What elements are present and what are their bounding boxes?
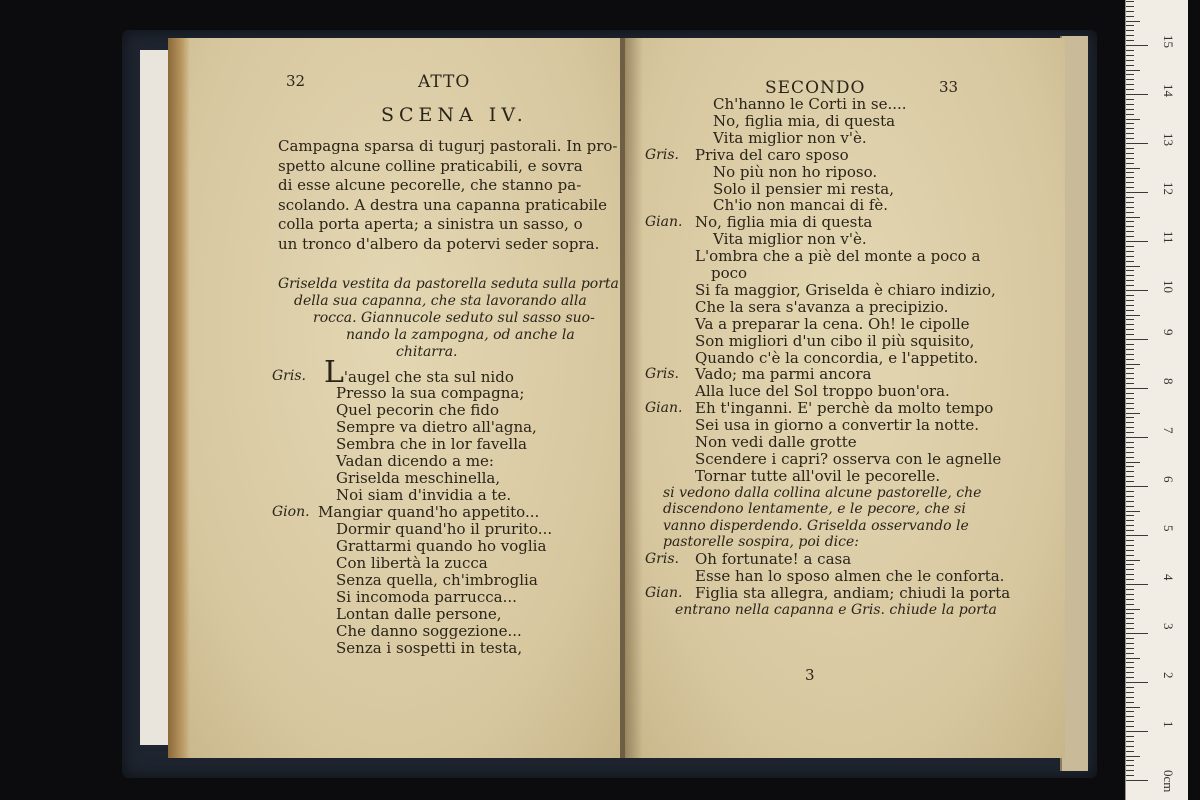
verse-line: Quando c'è la concordia, e l'appetito.: [695, 348, 979, 367]
verse-line: poco: [711, 264, 748, 282]
ruler-tick: [1126, 422, 1134, 423]
verse-line: Si fa maggior, Griselda è chiaro indizio,: [695, 280, 996, 299]
ruler-tick: [1126, 525, 1134, 526]
verse-line: Griselda meschinella,: [336, 469, 501, 487]
ruler-tick: [1126, 168, 1140, 169]
left-page-number: 32: [286, 72, 306, 90]
ruler-tick: [1126, 310, 1134, 311]
ruler-tick: [1126, 707, 1140, 708]
ruler-tick: [1126, 540, 1134, 541]
ruler-tick: [1126, 158, 1134, 159]
left-page: [168, 38, 623, 758]
ruler-tick: [1126, 280, 1134, 281]
ruler-number: 9: [1161, 329, 1176, 336]
ruler-tick: [1126, 261, 1134, 262]
ruler-tick: [1126, 780, 1148, 781]
ruler-tick: [1126, 182, 1134, 183]
ruler-tick: [1126, 403, 1134, 404]
verse-line: Tornar tutte all'ovil le pecorelle.: [695, 466, 941, 485]
ruler-tick: [1126, 383, 1134, 384]
ruler-tick: [1126, 697, 1134, 698]
ruler-tick: [1126, 60, 1134, 61]
description-line: un tronco d'albero da potervi seder sopra.: [278, 234, 600, 253]
ruler-tick: [1126, 751, 1134, 752]
ruler-tick: [1126, 212, 1134, 213]
ruler-tick: [1126, 486, 1148, 487]
verse-line: Ch'io non mancai di fè.: [713, 196, 889, 215]
ruler-tick: [1126, 643, 1134, 644]
stage-direction-line: chitarra.: [396, 344, 458, 360]
ruler-tick: [1126, 319, 1134, 320]
ruler-tick: [1126, 266, 1140, 267]
ruler-tick: [1126, 35, 1134, 36]
verse-line: No, figlia mia, di questa: [713, 111, 896, 130]
verse-line: Figlia sta allegra, andiam; chiudi la porta: [695, 583, 1011, 602]
ruler-tick: [1126, 104, 1134, 105]
ruler-number: 15: [1161, 35, 1176, 48]
stage-direction-line: si vedono dalla collina alcune pastorelle, che: [663, 484, 982, 501]
ruler-tick: [1126, 128, 1134, 129]
stage-direction-line: nando la zampogna, od anche la: [346, 327, 575, 343]
measuring-ruler: [1125, 0, 1188, 800]
speaker-label: Gris.: [645, 550, 679, 567]
ruler-tick: [1126, 628, 1134, 629]
final-stage-direction: entrano nella capanna e Gris. chiude la porta: [675, 601, 997, 618]
speaker-label: Gian.: [645, 214, 683, 231]
ruler-tick: [1126, 560, 1140, 561]
ruler-tick: [1126, 569, 1134, 570]
ruler-tick: [1126, 123, 1134, 124]
ruler-tick: [1126, 192, 1148, 193]
ruler-tick: [1126, 579, 1134, 580]
ruler-tick: [1126, 648, 1134, 649]
ruler-tick: [1126, 40, 1134, 41]
right-page: [622, 38, 1065, 758]
ruler-tick: [1126, 295, 1134, 296]
ruler-tick: [1126, 334, 1134, 335]
ruler-tick: [1126, 364, 1140, 365]
ruler-tick: [1126, 711, 1134, 712]
ruler-tick: [1126, 726, 1134, 727]
ruler-tick: [1126, 692, 1134, 693]
ruler-tick: [1126, 109, 1134, 110]
verse-line: Si incomoda parrucca...: [336, 588, 517, 606]
ruler-tick: [1126, 349, 1134, 350]
right-running-head: SECONDO: [765, 78, 866, 98]
ruler-tick: [1126, 226, 1134, 227]
ruler-tick: [1126, 143, 1148, 144]
ruler-tick: [1126, 432, 1134, 433]
ruler-tick: [1126, 16, 1134, 17]
stage-direction-line: Griselda vestita da pastorella seduta sulla porta: [278, 276, 619, 292]
verse-line: Sempre va dietro all'agna,: [336, 418, 537, 436]
ruler-tick: [1126, 408, 1134, 409]
ruler-tick: [1126, 589, 1134, 590]
ruler-tick: [1126, 114, 1134, 115]
ruler-tick: [1126, 662, 1134, 663]
ruler-tick: [1126, 476, 1134, 477]
ruler-tick: [1126, 574, 1134, 575]
verse-line: Va a preparar la cena. Oh! le cipolle: [695, 314, 970, 333]
ruler-tick: [1126, 682, 1148, 683]
ruler-tick: [1126, 89, 1134, 90]
verse-line: Oh fortunate! a casa: [695, 549, 852, 568]
ruler-tick: [1126, 50, 1134, 51]
verse-line: Presso la sua compagna;: [336, 384, 525, 402]
ruler-tick: [1126, 731, 1148, 732]
ruler-tick: [1126, 373, 1134, 374]
ruler-tick: [1126, 609, 1140, 610]
ruler-tick: [1126, 359, 1134, 360]
ruler-tick: [1126, 564, 1134, 565]
ruler-tick: [1126, 413, 1140, 414]
ruler-tick: [1126, 94, 1148, 95]
ruler-tick: [1126, 21, 1140, 22]
ruler-tick: [1126, 520, 1134, 521]
ruler-tick: [1126, 550, 1134, 551]
ruler-tick: [1126, 613, 1134, 614]
ruler-tick: [1126, 653, 1134, 654]
ruler-tick: [1126, 275, 1134, 276]
ruler-tick: [1126, 506, 1134, 507]
ruler-tick: [1126, 393, 1134, 394]
speaker-label: Gian.: [645, 400, 683, 417]
ruler-tick: [1126, 702, 1134, 703]
verse-line: Vita miglior non v'è.: [713, 128, 867, 147]
ruler-tick: [1126, 30, 1134, 31]
scene-heading: SCENA IV.: [381, 104, 528, 126]
stage-direction-line: rocca. Giannucole seduto sul sasso suo-: [313, 310, 595, 326]
stage-direction-line: pastorelle sospira, poi dice:: [663, 534, 859, 551]
ruler-tick: [1126, 417, 1134, 418]
verse-line: No, figlia mia di questa: [695, 213, 873, 232]
ruler-number: 10: [1161, 280, 1176, 293]
ruler-tick: [1126, 231, 1134, 232]
ruler-tick: [1126, 177, 1134, 178]
speaker-label: Gian.: [645, 584, 683, 601]
verse-line: Son migliori d'un cibo il più squisito,: [695, 331, 975, 350]
ruler-tick: [1126, 746, 1134, 747]
verse-line: Priva del caro sposo: [695, 145, 849, 164]
ruler-tick: [1126, 241, 1148, 242]
ruler-tick: [1126, 138, 1134, 139]
verse-line: Scendere i capri? osserva con le agnelle: [695, 449, 1002, 468]
ruler-tick: [1126, 197, 1134, 198]
ruler-tick: [1126, 471, 1134, 472]
ruler-tick: [1126, 324, 1134, 325]
ruler-number: 5: [1161, 525, 1176, 532]
verse-line: Vita miglior non v'è.: [713, 230, 867, 249]
ruler-tick: [1126, 687, 1134, 688]
dropcap-line: [324, 355, 514, 390]
ruler-tick: [1126, 599, 1134, 600]
ruler-tick: [1126, 633, 1148, 634]
ruler-tick: [1126, 133, 1134, 134]
verse-text: 'augel che sta sul nido: [343, 368, 514, 386]
ruler-tick: [1126, 339, 1148, 340]
verse-line: No più non ho riposo.: [713, 162, 878, 181]
description-line: colla porta aperta; a sinistra un sasso, o: [278, 215, 583, 233]
ruler-tick: [1126, 172, 1134, 173]
ruler-tick: [1126, 388, 1148, 389]
ruler-tick: [1126, 119, 1140, 120]
ruler-tick: [1126, 25, 1134, 26]
verse-line: Sembra che in lor favella: [336, 435, 527, 453]
ruler-tick: [1126, 775, 1134, 776]
ruler-tick: [1126, 496, 1134, 497]
ruler-tick: [1126, 618, 1134, 619]
ruler-tick: [1126, 290, 1148, 291]
ruler-tick: [1126, 84, 1134, 85]
ruler-tick: [1126, 765, 1134, 766]
stage-direction-line: discendono lentamente, e le pecore, che si: [663, 501, 966, 518]
ruler-tick: [1126, 270, 1134, 271]
ruler-tick: [1126, 65, 1134, 66]
description-line: spetto alcune colline praticabili, e sovra: [278, 156, 583, 175]
ruler-tick: [1126, 457, 1134, 458]
ruler-number: 13: [1161, 133, 1176, 146]
verse-line: Noi siam d'invidia a te.: [336, 486, 512, 504]
ruler-tick: [1126, 99, 1134, 100]
ruler-tick: [1126, 427, 1134, 428]
stage-direction-line: vanno disperdendo. Griselda osservando le: [663, 517, 969, 534]
ruler-number: 2: [1161, 672, 1176, 679]
ruler-tick: [1126, 604, 1134, 605]
verse-line: Senza quella, ch'imbroglia: [336, 571, 538, 589]
speaker-label: Gris.: [645, 366, 679, 383]
ruler-tick: [1126, 55, 1134, 56]
ruler-tick: [1126, 638, 1134, 639]
ruler-tick: [1126, 442, 1134, 443]
ruler-number: 8: [1161, 378, 1176, 385]
ruler-tick: [1126, 760, 1134, 761]
ruler-tick: [1126, 530, 1134, 531]
ruler-number: 14: [1161, 84, 1176, 97]
ruler-tick: [1126, 344, 1134, 345]
verse-line: Eh t'inganni. E' perchè da molto tempo: [695, 399, 994, 418]
description-line: di esse alcune pecorelle, che stanno pa-: [278, 176, 582, 194]
page-stain: [168, 38, 190, 758]
ruler-tick: [1126, 667, 1134, 668]
ruler-tick: [1126, 491, 1134, 492]
ruler-tick: [1126, 153, 1134, 154]
ruler-tick: [1126, 672, 1134, 673]
ruler-tick: [1126, 45, 1148, 46]
speaker-label: Gris.: [272, 368, 306, 384]
ruler-tick: [1126, 251, 1134, 252]
signature-mark: 3: [805, 666, 815, 684]
ruler-tick: [1126, 770, 1134, 771]
ruler-tick: [1126, 300, 1134, 301]
ruler-tick: [1126, 721, 1134, 722]
ruler-tick: [1126, 398, 1134, 399]
ruler-tick: [1126, 148, 1134, 149]
ruler-tick: [1126, 74, 1134, 75]
verse-line: Esse han lo sposo almen che le conforta.: [695, 566, 1005, 585]
ruler-number: 7: [1161, 427, 1176, 434]
verse-line: Senza i sospetti in testa,: [336, 639, 523, 657]
ruler-number: 11: [1161, 231, 1176, 244]
verse-line: Quel pecorin che fido: [336, 401, 500, 419]
verse-line: Ch'hanno le Corti in se....: [713, 95, 907, 113]
ruler-tick: [1126, 315, 1140, 316]
ruler-tick: [1126, 217, 1140, 218]
drop-capital: L: [324, 355, 344, 390]
ruler-tick: [1126, 6, 1134, 7]
ruler-tick: [1126, 515, 1134, 516]
ruler-number: 1: [1161, 721, 1176, 728]
ruler-tick: [1126, 584, 1148, 585]
ruler-number: 3: [1161, 623, 1176, 630]
verse-line: Solo il pensier mi resta,: [713, 179, 894, 198]
ruler-tick: [1126, 623, 1134, 624]
gutter-shadow: [625, 38, 643, 758]
ruler-tick: [1126, 716, 1134, 717]
ruler-tick: [1126, 202, 1134, 203]
ruler-tick: [1126, 447, 1134, 448]
ruler-tick: [1126, 545, 1134, 546]
ruler-tick: [1126, 756, 1140, 757]
ruler-tick: [1126, 741, 1134, 742]
verse-line: Dormir quand'ho il prurito...: [336, 520, 553, 538]
verse-line: Sei usa in giorno a convertir la notte.: [695, 416, 980, 435]
ruler-tick: [1126, 285, 1134, 286]
ruler-tick: [1126, 466, 1134, 467]
ruler-tick: [1126, 437, 1148, 438]
ruler-tick: [1126, 736, 1134, 737]
description-line: scolando. A destra una capanna praticabile: [278, 195, 608, 214]
speaker-label: Gris.: [645, 146, 679, 163]
ruler-tick: [1126, 535, 1148, 536]
speaker-label: Gion.: [272, 504, 310, 520]
verse-line: Vado; ma parmi ancora: [695, 365, 872, 384]
description-line: Campagna sparsa di tugurj pastorali. In pro-: [278, 137, 618, 155]
verse-line: Lontan dalle persone,: [336, 605, 502, 623]
ruler-tick: [1126, 70, 1140, 71]
ruler-tick: [1126, 452, 1134, 453]
ruler-tick: [1126, 256, 1134, 257]
verse-line: L'ombra che a piè del monte a poco a: [695, 247, 981, 266]
verse-line: Che la sera s'avanza a precipizio.: [695, 297, 949, 316]
ruler-tick: [1126, 378, 1134, 379]
ruler-tick: [1126, 368, 1134, 369]
ruler-tick: [1126, 79, 1134, 80]
ruler-tick: [1126, 207, 1134, 208]
ruler-tick: [1126, 481, 1134, 482]
ruler-tick: [1126, 163, 1134, 164]
ruler-tick: [1126, 187, 1134, 188]
ruler-number: 0cm: [1161, 770, 1176, 793]
ruler-number: 6: [1161, 476, 1176, 483]
verse-line: Vadan dicendo a me:: [336, 452, 494, 470]
verse-line: Con libertà la zucca: [336, 554, 488, 572]
ruler-tick: [1126, 555, 1134, 556]
ruler-number: 12: [1161, 182, 1176, 195]
verse-line: Che danno soggezione...: [336, 622, 522, 640]
verse-line: Mangiar quand'ho appetito...: [318, 503, 540, 521]
ruler-tick: [1126, 354, 1134, 355]
ruler-tick: [1126, 658, 1140, 659]
verse-line: Alla luce del Sol troppo buon'ora.: [695, 382, 950, 401]
ruler-tick: [1126, 221, 1134, 222]
ruler-tick: [1126, 677, 1134, 678]
ruler-tick: [1126, 329, 1134, 330]
ruler-tick: [1126, 501, 1134, 502]
verse-line: Non vedi dalle grotte: [695, 433, 857, 451]
right-page-number: 33: [939, 78, 959, 96]
ruler-tick: [1126, 246, 1134, 247]
stage-direction-line: della sua capanna, che sta lavorando alla: [294, 293, 587, 309]
left-running-head: ATTO: [418, 72, 471, 92]
ruler-tick: [1126, 1, 1134, 2]
ruler-tick: [1126, 236, 1134, 237]
ruler-tick: [1126, 462, 1140, 463]
ruler-number: 4: [1161, 574, 1176, 581]
ruler-tick: [1126, 11, 1134, 12]
ruler-tick: [1126, 305, 1134, 306]
ruler-tick: [1126, 594, 1134, 595]
ruler-tick: [1126, 511, 1140, 512]
verse-line: Grattarmi quando ho voglia: [336, 537, 547, 555]
